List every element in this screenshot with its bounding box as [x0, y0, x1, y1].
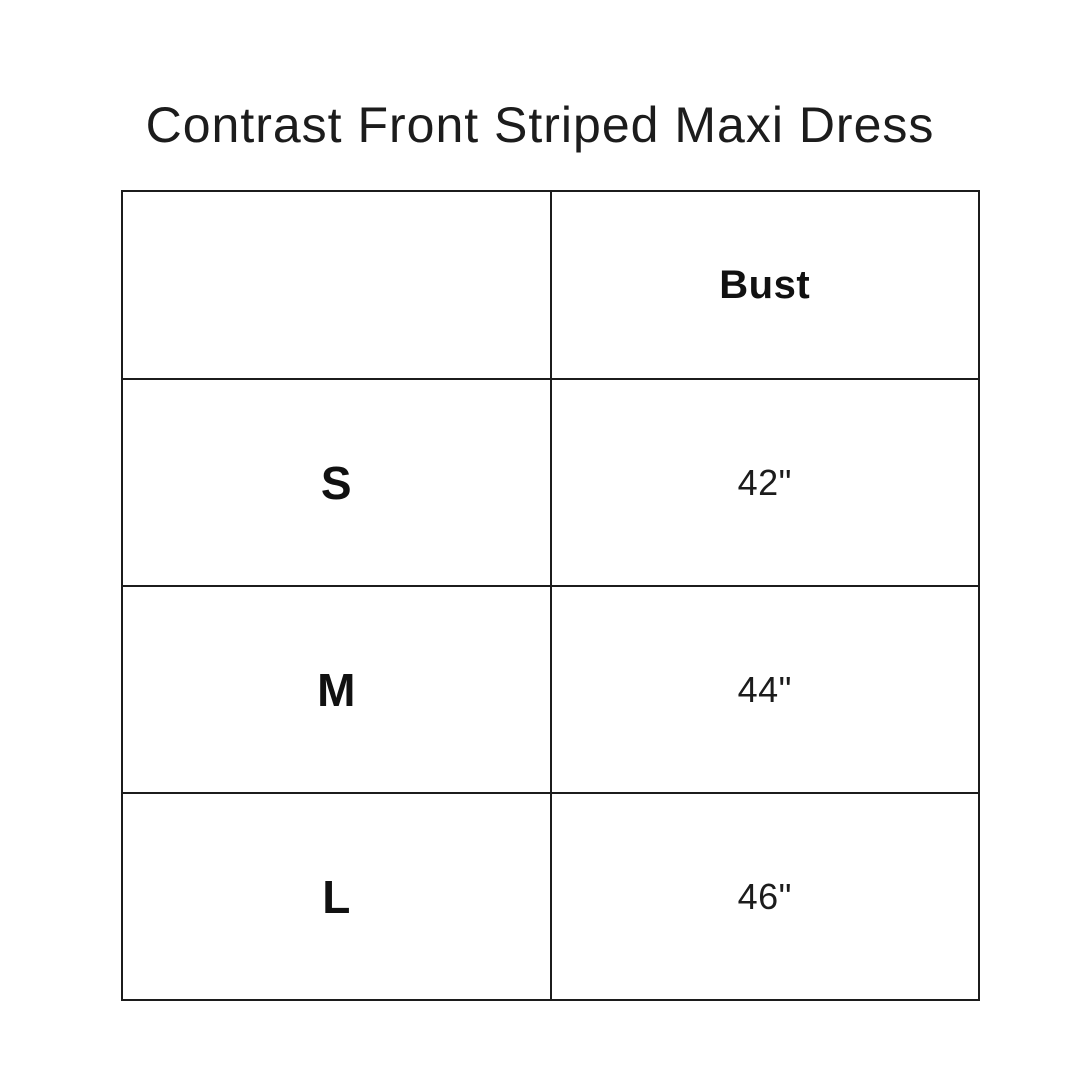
size-cell-m: M	[122, 586, 551, 793]
bust-value-m: 44"	[551, 586, 980, 793]
bust-value-s: 42"	[551, 379, 980, 586]
header-cell-bust: Bust	[551, 191, 980, 379]
table-header-row	[122, 191, 979, 379]
table-row	[122, 793, 979, 1000]
table-row	[122, 379, 979, 586]
size-chart-table	[121, 190, 980, 1001]
size-cell-l: L	[122, 793, 551, 1000]
header-cell-empty	[122, 191, 551, 379]
page-title: Contrast Front Striped Maxi Dress	[145, 97, 935, 153]
bust-value-l: 46"	[551, 793, 980, 1000]
size-cell-s: S	[122, 379, 551, 586]
table-row	[122, 586, 979, 793]
